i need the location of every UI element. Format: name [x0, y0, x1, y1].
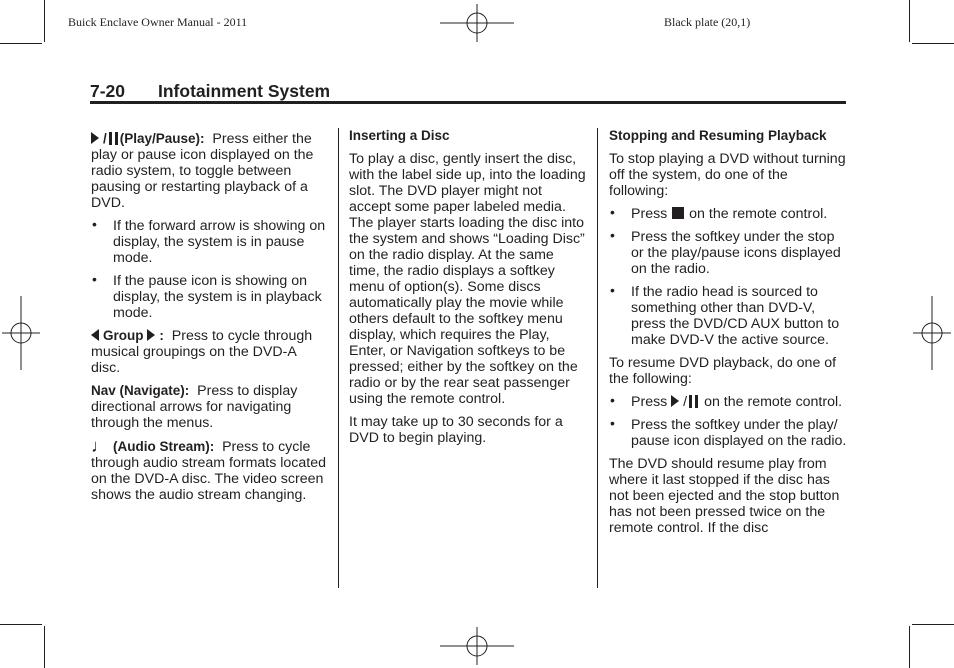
- bullet-dot: •: [610, 282, 615, 298]
- page-number: 7-20: [90, 81, 126, 101]
- play-triangle-icon: [671, 395, 679, 407]
- bullet-item: [609, 417, 849, 449]
- audio-label: (Audio Stream):: [112, 439, 215, 454]
- column-middle: [349, 128, 587, 453]
- column-divider: [597, 128, 598, 588]
- bullet-text-pre: Press: [631, 206, 668, 222]
- play-pause-text: Press either the play or pause icon displayed on the radio system, to toggle between pausing or restarting playback of a DVD.: [91, 131, 314, 211]
- slash: /: [102, 131, 107, 146]
- stop-square-icon: [672, 207, 684, 219]
- crop-mark: [909, 626, 910, 668]
- pause-bars-icon: [109, 132, 118, 145]
- loading-time-para: It may take up to 30 seconds for a DVD to begin playing.: [349, 414, 563, 446]
- crop-mark: [44, 0, 45, 42]
- play-triangle-icon: [91, 132, 99, 144]
- audio-text: Press to cycle through audio stream formats located on the DVD-A disc. The video screen shows the audio stream changing.: [91, 439, 327, 503]
- group-entry: [91, 328, 327, 376]
- section-title: [90, 81, 846, 102]
- audio-stream-entry: [91, 438, 327, 503]
- column-right: [609, 128, 849, 543]
- bullet-text: If the pause icon is showing on display, the system is in playback mode.: [113, 273, 322, 321]
- closing-para: The DVD should resume play from where it last stopped if the disc has not been ejected and the stop button has not been pressed twice on the remote control. If the disc: [609, 456, 840, 536]
- bullet-item: [91, 273, 327, 321]
- crop-mark: [909, 0, 910, 42]
- bullet-dot: •: [610, 392, 615, 408]
- column-left: [91, 131, 327, 510]
- bullet-item: [609, 206, 849, 222]
- play-triangle-icon: [147, 329, 155, 341]
- crop-mark: [912, 43, 954, 44]
- title-rule: [90, 101, 846, 104]
- play-pause-entry: [91, 131, 327, 211]
- bullet-item: [609, 229, 849, 277]
- inserting-heading: Inserting a Disc: [349, 128, 450, 143]
- group-label: Group: [102, 328, 144, 343]
- bullet-text: Press the softkey under the play/ pause icon displayed on the radio.: [631, 417, 847, 449]
- bullet-text: If the radio head is sourced to something other than DVD-V, press the DVD/CD AUX button to make DVD-V the active source.: [631, 284, 840, 348]
- bullet-dot: •: [92, 271, 97, 287]
- back-triangle-icon: [91, 329, 99, 341]
- registration-target-icon: [440, 4, 514, 42]
- nav-text: Press to display directional arrows for navigating through the menus.: [91, 383, 298, 431]
- crop-mark: [0, 624, 42, 625]
- music-note-icon: ♩: [91, 436, 109, 456]
- bullet-text-post: on the remote control.: [704, 394, 843, 410]
- bullet-item: [609, 284, 849, 348]
- pause-bars-icon: [689, 395, 698, 408]
- stopping-heading: Stopping and Resuming Playback: [609, 128, 827, 143]
- bullet-dot: •: [610, 227, 615, 243]
- bullet-dot: •: [92, 216, 97, 232]
- group-text: Press to cycle through musical groupings on the DVD-A disc.: [91, 328, 313, 376]
- bullet-text-pre: Press: [631, 394, 668, 410]
- bullet-dot: •: [610, 204, 615, 220]
- inserting-para: To play a disc, gently insert the disc, with the label side up, into the loading slot. The DVD player might not accept some paper labeled media. The player starts loading the disc into the system and shows “Loading Disc” on the radio display. At the same time, the radio displays a softkey menu of option(s). Some discs automatically play the movie while others default to the softkey menu display, which requires the Play, Enter, or Navigation softkeys to be pressed; either by the softkey on the radio or by the rear seat passenger using the remote control.: [349, 151, 586, 407]
- stop-intro: To stop playing a DVD without turning off the system, do one of the following:: [609, 151, 846, 199]
- column-divider: [338, 128, 339, 588]
- slash: /: [683, 394, 688, 410]
- bullet-item: [91, 218, 327, 266]
- resume-intro: To resume DVD playback, do one of the following:: [609, 355, 837, 387]
- bullet-item: [609, 394, 849, 410]
- running-header-right: Black plate (20,1): [664, 15, 751, 29]
- bullet-text-post: on the remote control.: [689, 206, 828, 222]
- group-colon: :: [159, 328, 164, 343]
- bullet-dot: •: [610, 415, 615, 431]
- registration-target-icon: [2, 296, 40, 370]
- crop-mark: [912, 624, 954, 625]
- section-title-text: Infotainment System: [158, 81, 331, 101]
- bullet-text: If the forward arrow is showing on display, the system is in pause mode.: [113, 218, 326, 266]
- bullet-text: Press the softkey under the stop or the play/pause icons displayed on the radio.: [631, 229, 841, 277]
- registration-target-icon: [440, 627, 514, 665]
- play-pause-label: (Play/Pause):: [119, 131, 205, 146]
- nav-label: Nav (Navigate):: [91, 383, 190, 398]
- running-header-left: Buick Enclave Owner Manual - 2011: [68, 15, 248, 29]
- registration-target-icon: [913, 296, 951, 370]
- crop-mark: [0, 43, 42, 44]
- nav-entry: [91, 383, 327, 431]
- crop-mark: [44, 626, 45, 668]
